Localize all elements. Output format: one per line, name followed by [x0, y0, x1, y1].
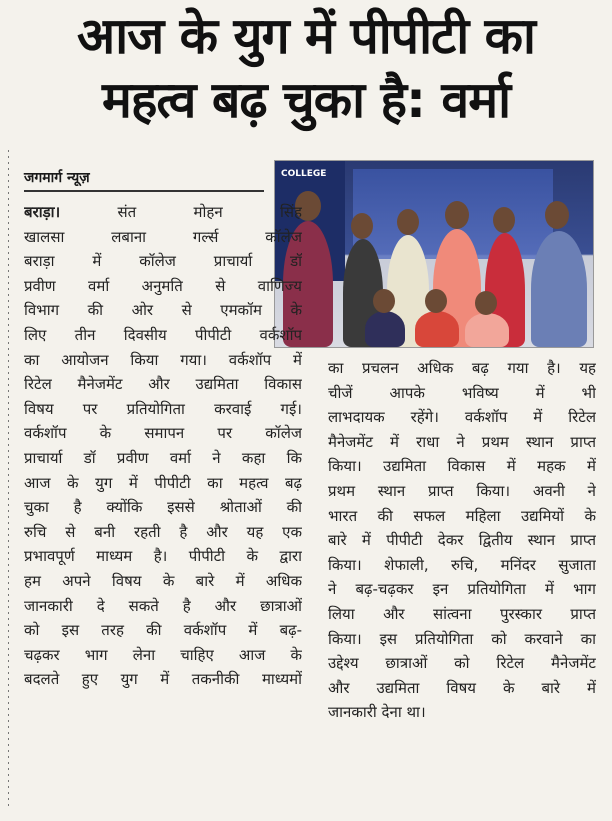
- article-line-text: संत मोहन सिंह: [117, 203, 302, 221]
- article-column-right: [328, 356, 596, 725]
- article-line: जानकारी देना था।: [328, 703, 426, 722]
- article-line: विभाग की ओर से एमकॉम के: [24, 301, 302, 320]
- article-line: प्रभावपूर्ण माध्यम है। पीपीटी के द्वारा: [24, 547, 302, 566]
- person-head: [493, 207, 515, 233]
- article-line: रिटेल मैनेजमेंट और उद्यमिता विकास: [24, 375, 302, 394]
- article-line: चढ़कर भाग लेना चाहिए आज के: [24, 645, 302, 664]
- person-head: [425, 289, 447, 313]
- article-line: किया। इस प्रतियोगिता को करवाने का: [328, 629, 596, 648]
- person-figure: [365, 311, 405, 347]
- article-line: मैनेजमेंट में राधा ने प्रथम स्थान प्राप्त: [328, 432, 596, 451]
- banner-text: COLLEGE: [281, 169, 327, 179]
- article-line: आज के युग में पीपीटी का महत्व बढ़: [24, 473, 302, 492]
- article-line: चीजें आपके भविष्य में भी: [328, 383, 596, 402]
- article-line: वर्कशॉप के समापन पर कॉलेज: [24, 424, 302, 443]
- person-head: [545, 201, 569, 229]
- article-line: बारे में पीपीटी देकर द्वितीय स्थान प्राप्त: [328, 531, 596, 550]
- article-line: प्रथम स्थान प्राप्त किया। अवनी ने: [328, 481, 596, 500]
- person-figure: [465, 313, 509, 347]
- column-divider: [8, 150, 9, 810]
- article-column-left: [24, 200, 302, 692]
- article-line: लाभदायक रहेंगे। वर्कशॉप में रिटेल: [328, 408, 596, 427]
- person-head: [373, 289, 395, 313]
- article-line: हम अपने विषय के बारे में अधिक: [24, 571, 302, 590]
- person-head: [445, 201, 469, 229]
- article-line: का आयोजन किया गया। वर्कशॉप में: [24, 350, 302, 369]
- person-head: [351, 213, 373, 239]
- article-line: भारत की सफल महिला उद्यमियों के: [328, 506, 596, 525]
- article-line: प्रवीण वर्मा अनुमति से वाणिज्य: [24, 276, 302, 295]
- article-line: जानकारी दे सकते है और छात्राओं: [24, 596, 302, 615]
- article-line: लिए तीन दिवसीय पीपीटी वर्कशॉप: [24, 325, 302, 344]
- article-line: प्राचार्या डॉ प्रवीण वर्मा ने कहा कि: [24, 448, 302, 467]
- event-photo: [274, 160, 594, 348]
- article-line: बराड़ा में कॉलेज प्राचार्या डॉ: [24, 252, 302, 271]
- article-line: का प्रचलन अधिक बढ़ गया है। यह: [328, 359, 596, 377]
- person-head: [475, 291, 497, 315]
- article-line: उद्देश्य छात्राओं को रिटेल मैनेजमेंट: [328, 654, 596, 673]
- article-line: विषय पर प्रतियोगिता करवाई गई।: [24, 399, 302, 418]
- article-line: बदलते हुए युग में तकनीकी माध्यमों: [24, 670, 302, 689]
- article-line: किया। शेफाली, रुचि, मनिंदर सुजाता: [328, 555, 596, 574]
- byline: जगमार्ग न्यूज़: [24, 168, 264, 192]
- dateline: बराड़ा।: [24, 203, 61, 221]
- article-line: और उद्यमिता विषय के बारे में: [328, 678, 596, 697]
- headline: [8, 4, 604, 132]
- article-line: खालसा लबाना गर्ल्स कॉलेज: [24, 227, 302, 246]
- article-line: [24, 200, 302, 225]
- article-line: लिया और सांत्वना पुरस्कार प्राप्त: [328, 604, 596, 623]
- person-figure: [415, 311, 459, 347]
- headline-line-1: आज के युग में पीपीटी का: [77, 7, 535, 65]
- article-line: चुका है क्योंकि इससे श्रोताओं की: [24, 498, 302, 517]
- person-figure: [531, 231, 587, 347]
- article-line: किया। उद्यमिता विकास में महक में: [328, 457, 596, 476]
- article-line: को इस तरह की वर्कशॉप में बढ़-: [24, 621, 302, 640]
- headline-line-2: महत्व बढ़ चुका है: वर्मा: [101, 71, 511, 129]
- article-line: रुचि से बनी रहती है और यह एक: [24, 522, 302, 541]
- person-head: [397, 209, 419, 235]
- article-line: ने बढ़-चढ़कर इन प्रतियोगिता में भाग: [328, 580, 596, 599]
